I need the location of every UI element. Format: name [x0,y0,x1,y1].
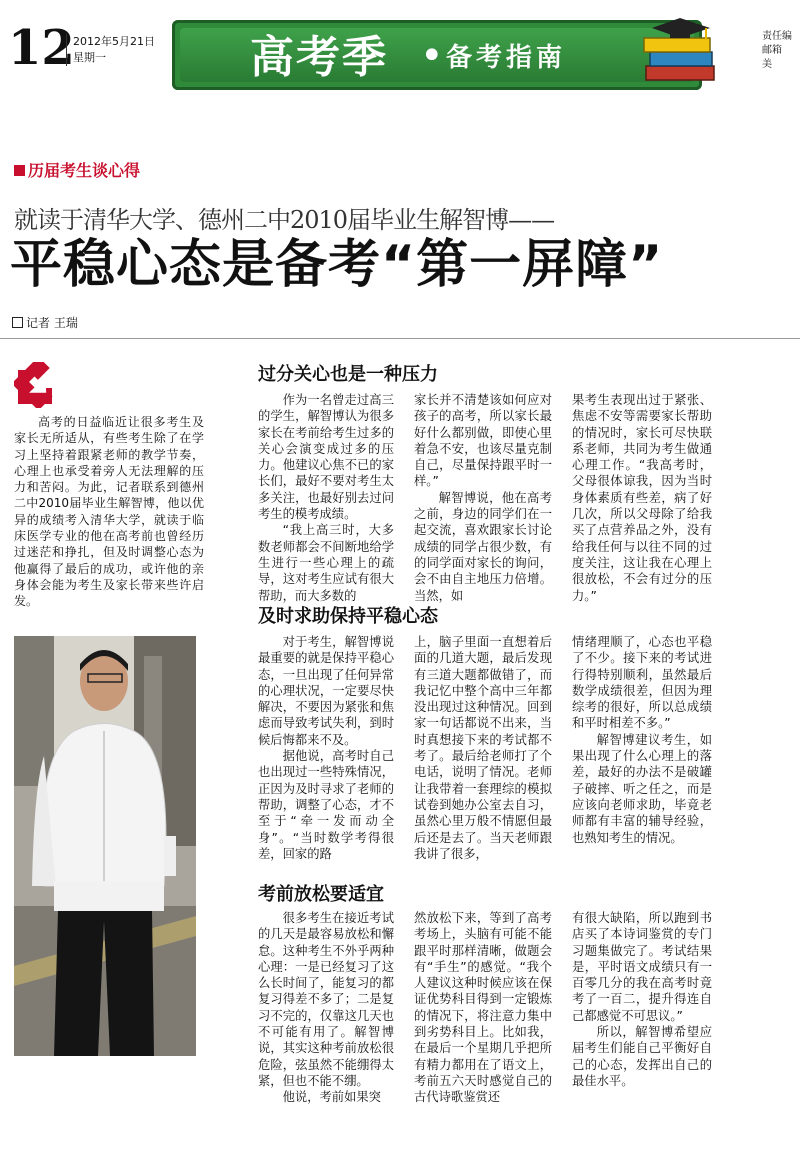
red-square-icon [14,165,25,176]
banner-separator: • [420,33,444,79]
banner-title: 高考季 [250,32,388,83]
books-graduation-cap-icon [640,12,720,86]
page-number: 12 [8,20,75,76]
main-headline: 平稳心态是备考“第一屏障” [10,235,664,295]
date-text: 2012年5月21日 [73,35,155,48]
section-heading-1: 过分关心也是一种压力 [258,364,438,385]
section-banner [172,20,702,90]
box-icon [12,317,23,328]
section-3-column-3: 有很大缺陷，所以跑到书店买了本诗词鉴赏的专门习题集做完了。考试结果是，平时语文成绩只有一百零几分的我在高考时竟考了一百二，提升得连自己都感觉不可思议。” 所以，解智博希望应届考生们能自己平衡好自己的心态，发挥出自己的最佳水平。 [572,911,712,1088]
section-3-column-2: 然放松下来，等到了高考考场上，头脑有可能不能跟平时那样清晰，做题会有“手生”的感觉。“我个人建议这种时候应该在保证优势科目得到一定锻炼的情况下，将注意力集中到劣势科目上。比如我，在最后一个星期几乎把所有精力都用在了语文上，考前五六天时感觉自己的古代诗歌鉴赏还 [414,911,552,1105]
banner-subtitle: 备考指南 [446,43,567,73]
divider [0,338,800,339]
section-1-column-2: 家长并不清楚该如何应对孩子的高考，所以家长最好什么都别做，即使心里着急不安，也该尽量克制自己，尽量保持跟平时一样。” 解智博说，他在高考之前，身边的同学们在一起交流，喜欢跟家长讨论成绩的同学占很少数，有的同学面对家长的询问，会不由自主地压力倍增。当然，如 [414,393,552,603]
section-1-column-1: 作为一名曾走过高三的学生，解智博认为很多家长在考前给考生过多的关心会演变成过多的压力。他建议心焦不已的家长们，最好不要对考生太多关注，也最好别去过问考生的模考成绩。 “我上高三时，大多数老师都会不间断地给学生进行一些心理上的疏导，这对考生应试有很大帮助，而大多数的 [258,393,394,603]
student-portrait-photo [14,636,196,1056]
section-2-column-2: 上，脑子里面一直想着后面的几道大题，最后发现有三道大题都做错了，而我记忆中整个高中三年都没出现过这种情况。回到家一句话都说不出来，当时真想接下来的考试都不考了。最后给老师打了个电话，说明了情况。老师让我带着一套理综的模拟试卷到她办公室去自习，虽然心里万般不情愿但最后还是去了。当天老师跟我讲了很多， [414,635,552,861]
section-3-column-1: 很多考生在接近考试的几天是最容易放松和懈怠。这种考生不外乎两种心理：一是已经复习了这么长时间了，能复习的都复习得差不多了；二是复习不完的，仅靠这几天也不可能有用了。解智博说，其实这种考前放松很危险，弦虽然不能绷得太紧，但也不能不绷。 他说，考前如果突 [258,911,394,1105]
editor-credit: 责任编 邮箱 美 [762,31,792,70]
article-intro: 高考的日益临近让很多考生及家长无所适从，有些考生除了在学习上坚持着跟紧老师的教学节奏，心理上也承受着旁人无法理解的压力和苦闷。为此，记者联系到德州二中2010届毕业生解智博，他以优异的成绩考入清华大学，就读于临床医学专业的他在高考前也曾经历过迷茫和挣扎，但及时调整心态为他赢得了最后的成功，或许他的亲身体会能为考生及家长带来些许启发。 [14,415,204,609]
section-2-column-3: 情绪理顺了，心态也平稳了不少。接下来的考试进行得特别顺利，虽然最后数学成绩很差，但因为理综考的很好，所以总成绩和平时相差不多。” 解智博建议考生，如果出现了什么心理上的落差，最好的办法不是破罐子破摔、听之任之，而是应该向老师求助，毕竟老师都有丰富的辅导经验，也熟知考生的情况。 [572,635,712,845]
section-2-column-1: 对于考生，解智博说最重要的就是保持平稳心态，一旦出现了任何异常的心理状况，一定要尽快解决，不要因为紧张和焦虑而导致考试失利，到时候后悔都来不及。 据他说，高考时自己也出现过一些特殊情况，正因为及时寻求了老师的帮助，调整了心态，才不至于“牵一发而动全身”。“当时数学考得很差，回家的路 [258,635,394,861]
kicker-headline: 就读于清华大学、德州二中2010届毕业生解智博—— [14,206,555,234]
section-heading-3: 考前放松要适宜 [258,884,384,905]
section-1-column-3: 果考生表现出过于紧张、焦虑不安等需要家长帮助的情况时，家长可尽快联系老师，共同为考生做通心理工作。“我高考时，父母很体谅我，因为当时身体素质有些差，病了好几次，所以父母除了给我买了点营养品之外，没有给我任何与以往不同的过度关注，这让我在心理上很放松，不会有过分的压力。” [572,393,712,603]
byline: 记者 王瑞 [12,314,78,331]
red-arrow-icon [14,362,60,408]
issue-date [66,34,155,66]
weekday-text: 星期一 [73,51,106,64]
column-rubric: 历届考生谈心得 [14,158,140,181]
section-heading-2: 及时求助保持平稳心态 [258,606,438,627]
